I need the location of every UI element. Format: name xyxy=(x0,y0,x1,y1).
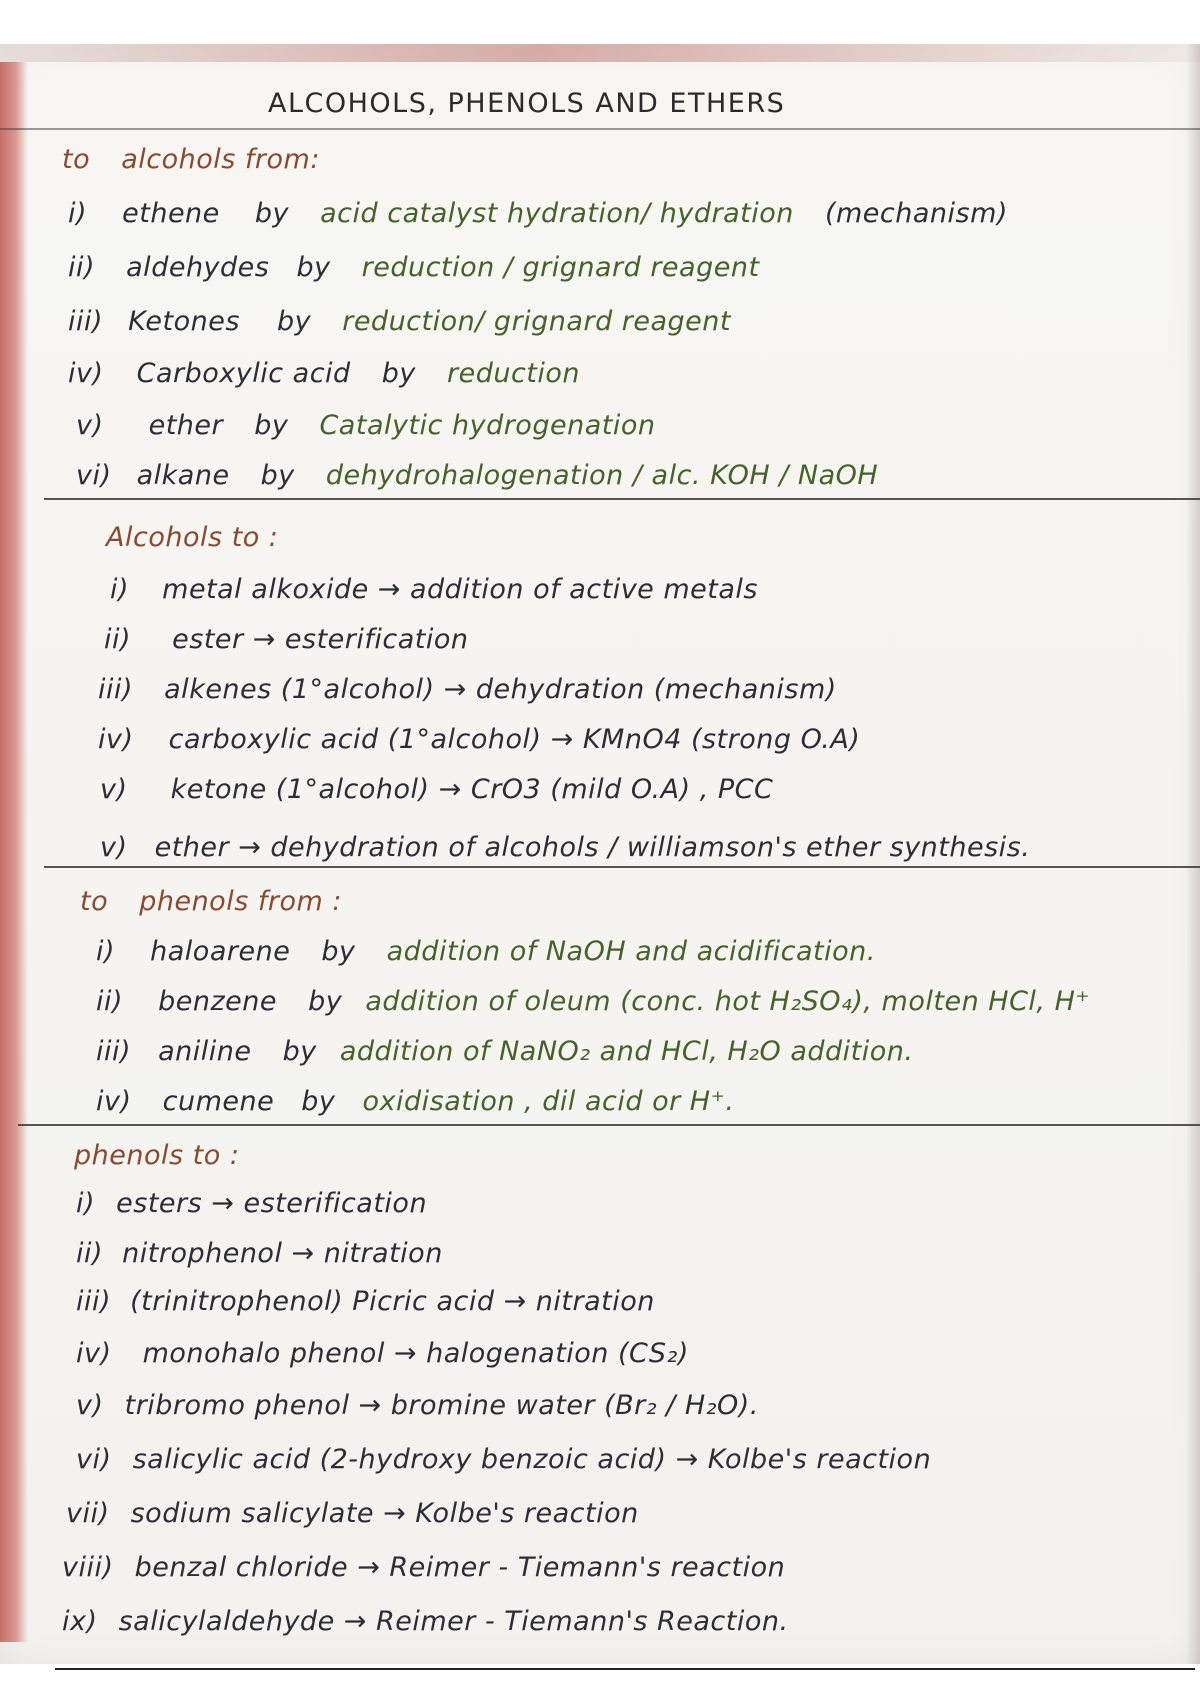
section4-item xyxy=(76,1340,689,1367)
item-method: oxidisation , dil acid or H⁺. xyxy=(362,1086,735,1117)
section-divider xyxy=(44,866,1200,868)
item-subject: ether xyxy=(148,410,224,441)
item-text: ester → esterification xyxy=(172,624,469,655)
item-subject: Ketones xyxy=(128,306,240,337)
item-number: iii) xyxy=(76,1286,112,1317)
item-number: ii) xyxy=(96,986,124,1017)
section3-heading-to: to xyxy=(80,886,109,917)
section4-item xyxy=(76,1446,931,1473)
item-text: ether → dehydration of alcohols / williamson's ether synthesis. xyxy=(154,832,1031,863)
section4-item xyxy=(66,1500,639,1527)
item-number: i) xyxy=(76,1188,96,1219)
paper-left-edge xyxy=(0,62,28,1642)
item-subject: ethene xyxy=(122,198,220,229)
section2-item xyxy=(100,834,1030,861)
title-rule xyxy=(0,128,1200,130)
item-number: i) xyxy=(68,198,88,229)
item-number: ix) xyxy=(62,1606,98,1637)
item-number: vi) xyxy=(76,460,112,491)
section3-heading xyxy=(80,888,342,915)
item-by: by xyxy=(254,198,290,229)
section2-item xyxy=(110,576,758,603)
section4-heading: phenols to : xyxy=(74,1140,240,1171)
item-number: ii) xyxy=(104,624,132,655)
item-by: by xyxy=(321,936,356,967)
section2-item xyxy=(104,626,469,653)
section-divider xyxy=(18,1124,1200,1126)
item-number: iv) xyxy=(68,358,104,389)
item-method: reduction/ grignard reagent xyxy=(342,306,731,337)
item-number: ii) xyxy=(76,1238,104,1269)
paper-right-edge xyxy=(1186,44,1200,1664)
section1-item xyxy=(68,254,760,281)
section2-item xyxy=(98,726,860,753)
item-text: salicylaldehyde → Reimer - Tiemann's Reaction. xyxy=(118,1606,789,1637)
section1-item xyxy=(76,462,878,489)
item-text: carboxylic acid (1°alcohol) → KMnO4 (strong O.A) xyxy=(168,724,861,755)
section3-item xyxy=(96,1088,734,1115)
section2-heading: Alcohols to : xyxy=(106,522,279,553)
item-method: reduction xyxy=(447,358,581,389)
section3-item xyxy=(96,988,1090,1015)
section4-item xyxy=(76,1240,443,1267)
section1-item xyxy=(68,360,580,387)
item-number: iv) xyxy=(76,1338,112,1369)
item-by: by xyxy=(282,1036,317,1067)
section3-item xyxy=(96,1038,913,1065)
item-subject: aldehydes xyxy=(126,252,270,283)
section2-item xyxy=(98,676,837,703)
item-number: viii) xyxy=(62,1552,114,1583)
section4-item xyxy=(76,1190,427,1217)
item-by: by xyxy=(254,410,289,441)
section4-item xyxy=(76,1288,655,1315)
item-subject: Carboxylic acid xyxy=(136,358,351,389)
item-number: v) xyxy=(100,832,128,863)
item-number: v) xyxy=(76,1390,104,1421)
item-number: v) xyxy=(100,774,128,805)
item-method: Catalytic hydrogenation xyxy=(319,410,656,441)
item-number: ii) xyxy=(68,252,96,283)
item-number: iii) xyxy=(96,1036,132,1067)
item-number: i) xyxy=(110,574,130,605)
item-text: sodium salicylate → Kolbe's reaction xyxy=(130,1498,639,1529)
item-number: vi) xyxy=(76,1444,112,1475)
item-subject: alkane xyxy=(136,460,230,491)
item-text: monohalo phenol → halogenation (CS₂) xyxy=(142,1338,689,1369)
item-by: by xyxy=(260,460,295,491)
item-text: (trinitrophenol) Picric acid → nitration xyxy=(130,1286,655,1317)
item-number: iv) xyxy=(96,1086,132,1117)
section-divider xyxy=(44,498,1200,500)
item-number: v) xyxy=(76,410,104,441)
section4-item xyxy=(76,1392,759,1419)
item-method: addition of NaOH and acidification. xyxy=(386,936,876,967)
item-number: vii) xyxy=(66,1498,110,1529)
section1-item xyxy=(68,200,1008,227)
item-method: dehydrohalogenation / alc. KOH / NaOH xyxy=(325,460,879,491)
item-text: alkenes (1°alcohol) → dehydration (mechanism) xyxy=(164,674,837,705)
section1-heading-text: alcohols from: xyxy=(121,144,320,175)
item-method: acid catalyst hydration/ hydration xyxy=(320,198,794,229)
section1-item xyxy=(76,412,655,439)
item-number: i) xyxy=(96,936,116,967)
item-method: addition of oleum (conc. hot H₂SO₄), molten HCl, H⁺ xyxy=(365,986,1091,1017)
item-text: metal alkoxide → addition of active metals xyxy=(162,574,758,605)
item-note: (mechanism) xyxy=(824,198,1008,229)
item-text: ketone (1°alcohol) → CrO3 (mild O.A) , PCC xyxy=(170,774,774,805)
item-method: reduction / grignard reagent xyxy=(361,252,760,283)
item-by: by xyxy=(308,986,343,1017)
item-by: by xyxy=(381,358,416,389)
item-number: iii) xyxy=(68,306,104,337)
item-subject: aniline xyxy=(158,1036,252,1067)
item-subject: benzene xyxy=(158,986,278,1017)
item-text: tribromo phenol → bromine water (Br₂ / H₂O). xyxy=(124,1390,759,1421)
item-number: iii) xyxy=(98,674,134,705)
section3-item xyxy=(96,938,876,965)
item-text: salicylic acid (2-hydroxy benzoic acid) → Kolbe's reaction xyxy=(132,1444,932,1475)
item-text: benzal chloride → Reimer - Tiemann's reaction xyxy=(134,1552,786,1583)
section1-heading-to: to xyxy=(62,144,91,175)
section3-heading-text: phenols from : xyxy=(139,886,342,917)
paper-top-edge xyxy=(0,44,1200,62)
item-by: by xyxy=(277,306,312,337)
section1-heading xyxy=(62,146,320,173)
item-text: esters → esterification xyxy=(116,1188,428,1219)
section2-item xyxy=(100,776,773,803)
top-margin xyxy=(0,0,1200,50)
item-number: iv) xyxy=(98,724,134,755)
page-title: ALCOHOLS, PHENOLS AND ETHERS xyxy=(268,88,786,119)
item-text: nitrophenol → nitration xyxy=(122,1238,443,1269)
item-method: addition of NaNO₂ and HCl, H₂O addition. xyxy=(339,1036,914,1067)
item-by: by xyxy=(301,1086,336,1117)
item-by: by xyxy=(296,252,331,283)
item-subject: cumene xyxy=(162,1086,275,1117)
bottom-rule xyxy=(55,1668,1195,1670)
section4-item xyxy=(62,1608,789,1635)
section4-item xyxy=(62,1554,785,1581)
item-subject: haloarene xyxy=(150,936,291,967)
section1-item xyxy=(68,308,731,335)
